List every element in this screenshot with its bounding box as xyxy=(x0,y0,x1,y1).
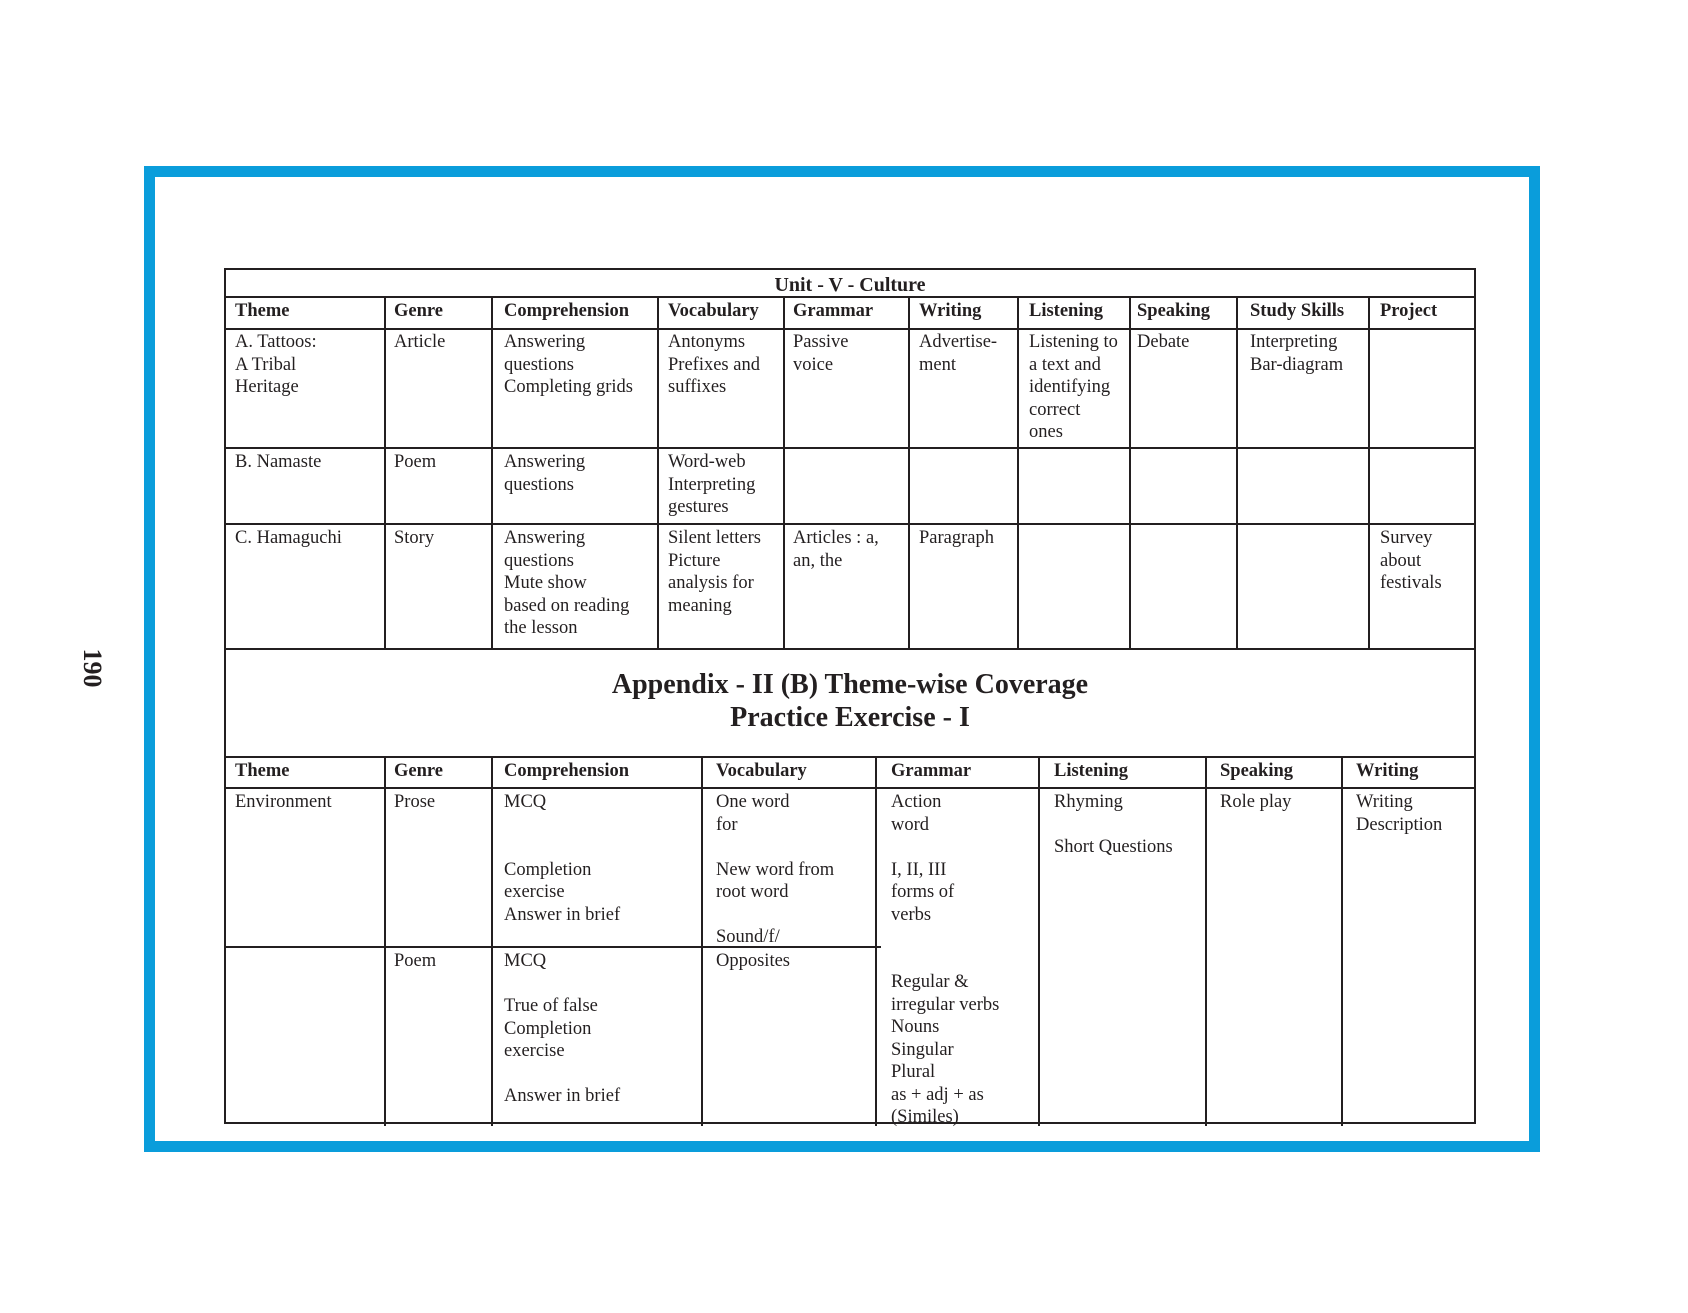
table-cell: Answering questions Completing grids xyxy=(504,332,633,397)
appendix-subtitle: Practice Exercise - I xyxy=(730,702,970,733)
table-cell: Advertise- ment xyxy=(919,332,998,375)
column-header: Writing xyxy=(919,301,982,321)
rule xyxy=(1236,297,1238,649)
rule xyxy=(226,296,1474,298)
table-cell: C. Hamaguchi xyxy=(235,528,342,548)
table-cell: Writing Description xyxy=(1356,792,1443,835)
column-header: Study Skills xyxy=(1250,301,1345,321)
table-cell: Paragraph xyxy=(919,528,994,548)
column-header: Speaking xyxy=(1220,761,1294,781)
table-cell: Action word I, II, III forms of verbs Regular & irregular verbs Nouns Singular Plural as + adj + as (Similes) xyxy=(891,792,1000,1127)
rule xyxy=(226,523,1474,525)
table-cell: Rhyming Short Questions xyxy=(1054,792,1173,857)
table-cell: Silent letters Picture analysis for meaning xyxy=(668,528,761,616)
column-header: Project xyxy=(1380,301,1438,321)
column-header: Listening xyxy=(1054,761,1129,781)
table-cell: Opposites xyxy=(716,951,790,971)
table-cell: Articles : a, an, the xyxy=(793,528,879,571)
rule xyxy=(1129,297,1131,649)
rule xyxy=(1341,757,1343,1126)
table-cell: Answering questions xyxy=(504,452,586,495)
rule xyxy=(226,756,1474,758)
rule xyxy=(1205,757,1207,1126)
column-header: Vocabulary xyxy=(668,301,759,321)
column-header: Theme xyxy=(235,301,290,321)
column-header: Genre xyxy=(394,301,443,321)
appendix-title: Appendix - II (B) Theme-wise Coverage xyxy=(611,669,1089,700)
table-cell: Environment xyxy=(235,792,332,812)
table-cell: Passive voice xyxy=(793,332,849,375)
table-cell: B. Namaste xyxy=(235,452,322,472)
table-cell: MCQ Completion exercise Answer in brief xyxy=(504,792,621,925)
table-cell: Survey about festivals xyxy=(1380,528,1442,593)
column-header: Vocabulary xyxy=(716,761,807,781)
column-header: Grammar xyxy=(891,761,972,781)
rule xyxy=(1017,297,1019,649)
rule xyxy=(491,297,493,649)
column-header: Grammar xyxy=(793,301,874,321)
table-cell: Debate xyxy=(1137,332,1190,352)
column-header: Genre xyxy=(394,761,443,781)
table-cell: MCQ True of false Completion exercise Answer in brief xyxy=(504,951,621,1106)
rule xyxy=(384,757,386,1126)
rule xyxy=(1038,757,1040,1126)
appendix-heading xyxy=(226,650,1474,756)
rule xyxy=(657,297,659,649)
rule xyxy=(384,297,386,649)
rule xyxy=(491,757,493,1126)
column-header: Listening xyxy=(1029,301,1104,321)
table-cell: Interpreting Bar-diagram xyxy=(1250,332,1344,375)
column-header: Writing xyxy=(1356,761,1419,781)
table-cell: Prose xyxy=(394,792,436,812)
column-header: Theme xyxy=(235,761,290,781)
coverage-table xyxy=(224,268,1476,1127)
column-header: Comprehension xyxy=(504,761,630,781)
rule xyxy=(701,757,703,1126)
column-header: Comprehension xyxy=(504,301,630,321)
table-cell: Poem xyxy=(394,951,437,971)
rule xyxy=(1368,297,1370,649)
rule xyxy=(783,297,785,649)
table-cell: Antonyms Prefixes and suffixes xyxy=(668,332,760,397)
table-cell: Listening to a text and identifying correct ones xyxy=(1029,332,1118,442)
table-cell: Answering questions Mute show based on reading the lesson xyxy=(504,528,630,638)
rule xyxy=(226,787,1474,789)
table-cell: Role play xyxy=(1220,792,1292,812)
rule xyxy=(226,328,1474,330)
table-cell: Article xyxy=(394,332,446,352)
table-cell: Story xyxy=(394,528,435,548)
table-cell: A. Tattoos: A Tribal Heritage xyxy=(235,332,317,397)
rule xyxy=(226,447,1474,449)
page-number: 190 xyxy=(78,648,107,688)
table-cell: One word for New word from root word Sound/f/ xyxy=(716,792,835,947)
table-cell: Word-web Interpreting gestures xyxy=(668,452,756,517)
rule xyxy=(908,297,910,649)
unit-title: Unit - V - Culture xyxy=(774,274,926,296)
table-cell: Poem xyxy=(394,452,437,472)
column-header: Speaking xyxy=(1137,301,1211,321)
rule xyxy=(875,757,877,1126)
